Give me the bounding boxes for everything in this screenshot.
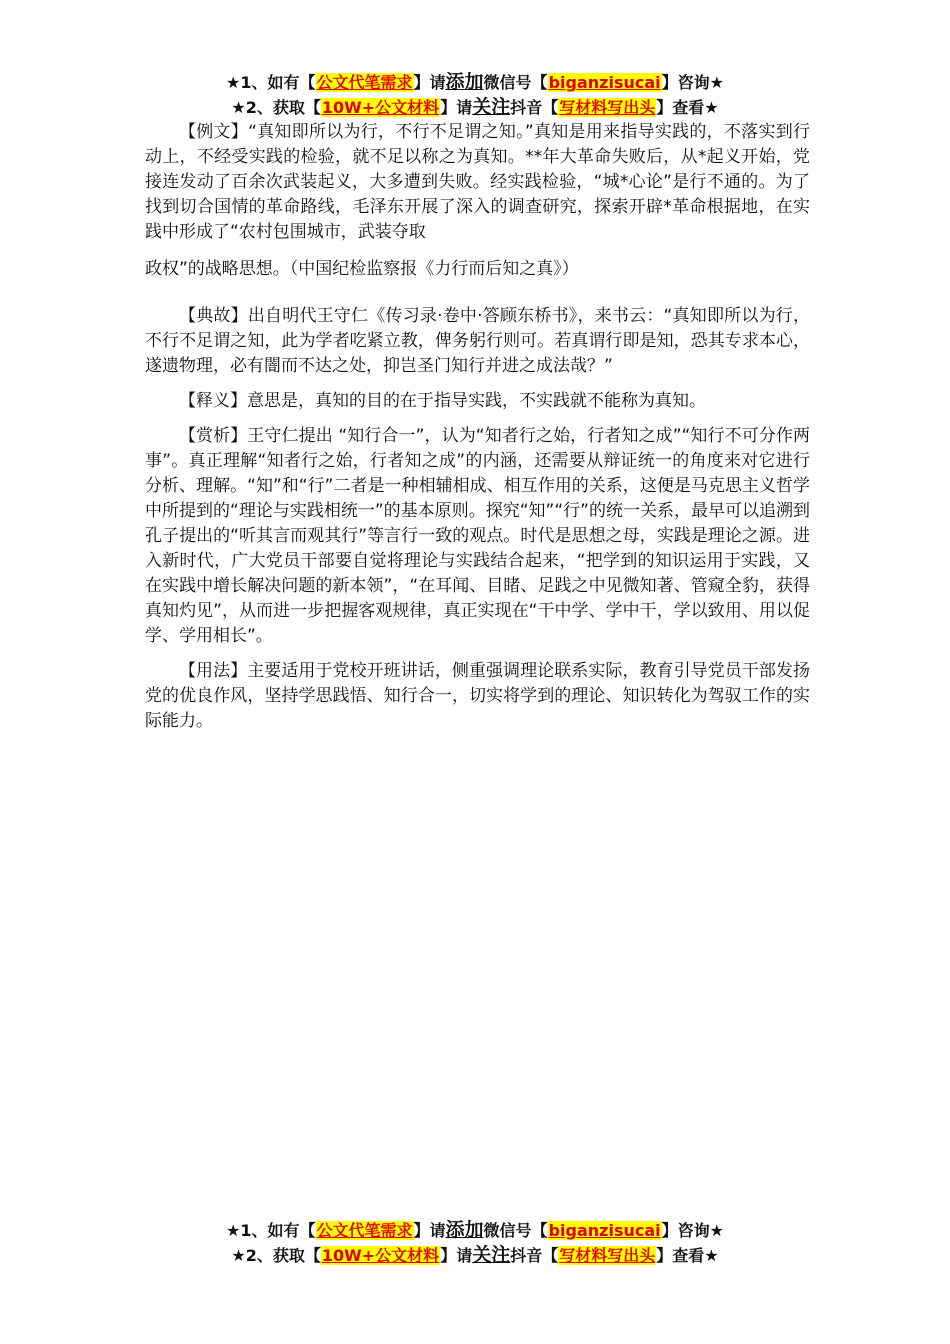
footer-text: 】请 (440, 1246, 473, 1265)
header-emphasis: 添加 (445, 71, 484, 93)
wechat-id: biganzisucai (548, 73, 661, 92)
header-line-1 (0, 70, 950, 95)
header-text: 】查看★ (656, 98, 719, 117)
header-text: 】咨询★ (661, 73, 724, 92)
footer-emphasis: 关注 (472, 1244, 511, 1266)
highlight-text: 公文代笔需求 (316, 1221, 413, 1240)
meaning-paragraph: 【释义】意思是，真知的目的在于指导实践，不实践就不能称为真知。 (179, 391, 706, 411)
document-body (145, 120, 810, 734)
header-line-2 (0, 95, 950, 120)
footer-text: 】咨询★ (661, 1221, 724, 1240)
example-paragraph-last: 政权”的战略思想。（中国纪检监察报《力行而后知之真》） (145, 259, 579, 279)
douyin-id: 写材料写出头 (559, 1246, 656, 1265)
example-paragraph: 【例文】“真知即所以为行，不行不足谓之知。”真知是用来指导实践的，不落实到行动上，不经受实践的检验，就不足以称之为真知。**年大革命失败后，从*起义开始，党接连发动了百余次武装起义，大多遭到失败。经实践检验，“城*心论”是行不通的。为了找到切合国情的革命路线，毛泽东开展了深入的调查研究，探索开辟*革命根据地，在实践中形成了“农村包围城市，武装夺取 (145, 122, 810, 242)
wechat-id: biganzisucai (548, 1221, 661, 1240)
analysis-paragraph: 【赏析】王守仁提出 “知行合一”，认为“知者行之始，行者知之成”“知行不可分作两事”。真正理解“知者行之始，行者知之成”的内涵，还需要从辩证统一的角度来对它进行分析、理解。“知”和“行”二者是一种相辅相成、相互作用的关系，这便是马克思主义哲学中所提到的“理论与实践相统一”的基本原则。探究“知”“行”的统一关系，最早可以追溯到孔子提出的“听其言而观其行”等言行一致的观点。时代是思想之母，实践是理论之源。进入新时代，广大党员干部要自觉将理论与实践结合起来，“把学到的知识运用于实践，又在实践中增长解决问题的新本领”，“在耳闻、目睹、足践之中见微知著、管窥全豹，获得真知灼见”，从而进一步把握客观规律，真正实现在“干中学、学中干，学以致用、用以促学、学用相长”。 (145, 426, 810, 646)
highlight-text: 公文代笔需求 (316, 73, 413, 92)
header-text: ★2、获取【 (231, 98, 321, 117)
header-text: 抖音【 (510, 98, 559, 117)
footer-text: 】查看★ (656, 1246, 719, 1265)
header-text: 】请 (440, 98, 473, 117)
footer-text: 】请 (413, 1221, 446, 1240)
footer-line-2 (0, 1243, 950, 1268)
header-emphasis: 关注 (472, 96, 511, 118)
highlight-text: 10W+公文材料 (321, 98, 440, 117)
douyin-id: 写材料写出头 (559, 98, 656, 117)
footer-text: 微信号【 (483, 1221, 548, 1240)
footer-banner (0, 1218, 950, 1268)
footer-line-1 (0, 1218, 950, 1243)
header-text: ★1、如有【 (226, 73, 316, 92)
header-banner (0, 70, 950, 120)
header-text: 微信号【 (483, 73, 548, 92)
allusion-paragraph: 【典故】出自明代王守仁《传习录·卷中·答顾东桥书》，来书云：“真知即所以为行，不行不足谓之知，此为学者吃紧立教，俾务躬行则可。若真谓行即是知，恐其专求本心，遂遗物理，必有闇而不达之处，抑岂圣门知行并进之成法哉？” (145, 306, 810, 376)
footer-emphasis: 添加 (445, 1219, 484, 1241)
footer-text: ★2、获取【 (231, 1246, 321, 1265)
usage-paragraph: 【用法】主要适用于党校开班讲话，侧重强调理论联系实际，教育引导党员干部发扬党的优良作风，坚持学思践悟、知行合一，切实将学到的理论、知识转化为驾驭工作的实际能力。 (145, 661, 810, 731)
footer-text: ★1、如有【 (226, 1221, 316, 1240)
header-text: 】请 (413, 73, 446, 92)
highlight-text: 10W+公文材料 (321, 1246, 440, 1265)
footer-text: 抖音【 (510, 1246, 559, 1265)
